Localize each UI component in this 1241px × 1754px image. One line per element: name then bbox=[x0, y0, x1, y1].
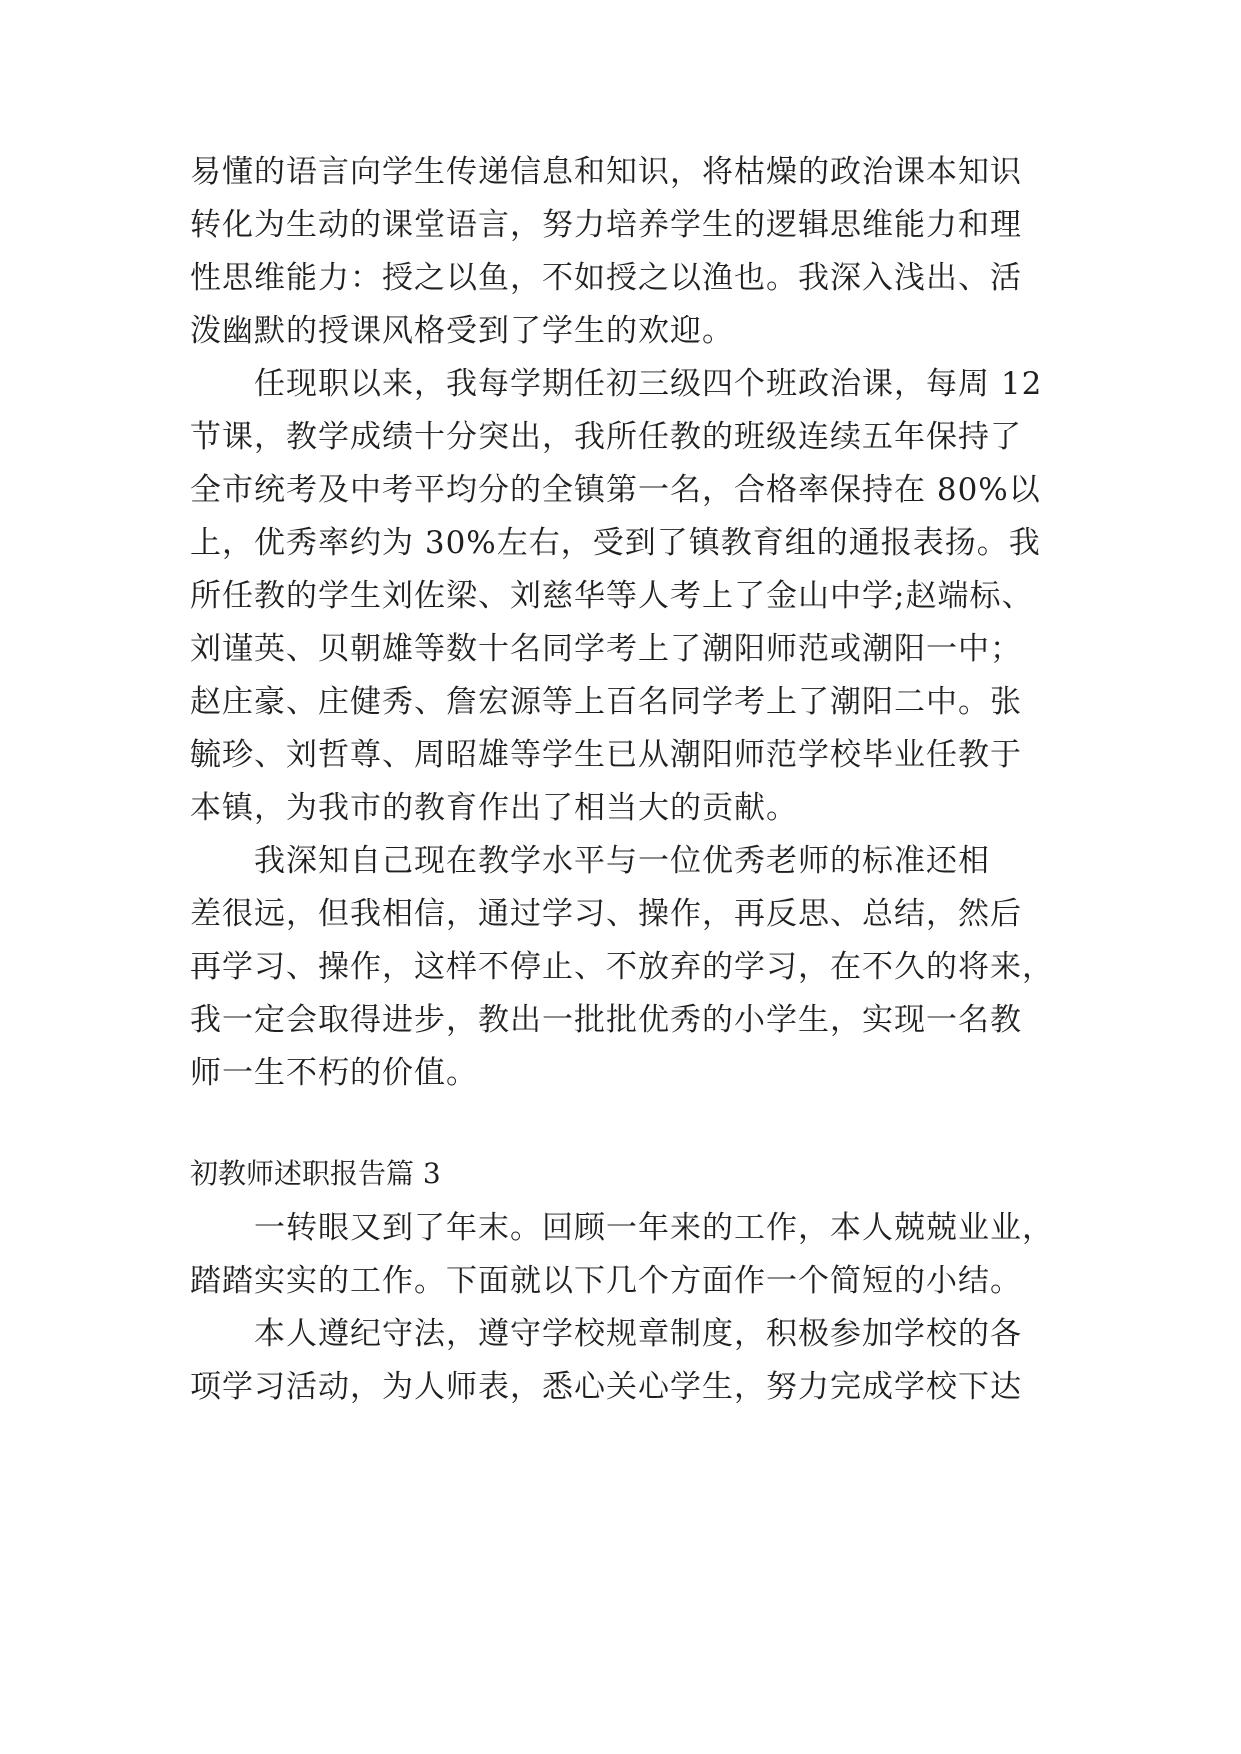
paragraph-first-line: 我深知自己现在教学水平与一位优秀老师的标准还相 bbox=[254, 843, 990, 879]
paragraph-line: 踏踏实实的工作。下面就以下几个方面作一个简短的小结。 bbox=[190, 1263, 1022, 1299]
paragraph-first-line: 本人遵纪守法，遵守学校规章制度，积极参加学校的各 bbox=[254, 1316, 1022, 1352]
paragraph-line: 易懂的语言向学生传递信息和知识，将枯燥的政治课本知识 bbox=[190, 154, 1022, 190]
paragraph-line: 毓珍、刘哲尊、周昭雄等学生已从潮阳师范学校毕业任教于 bbox=[190, 737, 1022, 773]
section-heading: 初教师述职报告篇 3 bbox=[190, 1157, 441, 1190]
paragraph-line: 我一定会取得进步，教出一批批优秀的小学生，实现一名教 bbox=[190, 1002, 1022, 1038]
paragraph-line: 差很远，但我相信，通过学习、操作，再反思、总结，然后 bbox=[190, 896, 1022, 932]
paragraph-line: 全市统考及中考平均分的全镇第一名，合格率保持在 80%以 bbox=[190, 472, 1041, 508]
paragraph-line: 再学习、操作，这样不停止、不放弃的学习，在不久的将来， bbox=[190, 949, 1054, 985]
paragraph-first-line: 一转眼又到了年末。回顾一年来的工作，本人兢兢业业， bbox=[254, 1210, 1054, 1246]
paragraph-first-line: 任现职以来，我每学期任初三级四个班政治课，每周 12 bbox=[254, 366, 1043, 402]
paragraph-line: 泼幽默的授课风格受到了学生的欢迎。 bbox=[190, 313, 734, 349]
paragraph-line: 赵庄豪、庄健秀、詹宏源等上百名同学考上了潮阳二中。张 bbox=[190, 684, 1022, 720]
paragraph-line: 项学习活动，为人师表，悉心关心学生，努力完成学校下达 bbox=[190, 1369, 1022, 1405]
paragraph-line: 所任教的学生刘佐梁、刘慈华等人考上了金山中学;赵端标、 bbox=[190, 578, 1034, 614]
paragraph-line: 本镇，为我市的教育作出了相当大的贡献。 bbox=[190, 790, 798, 826]
paragraph-line: 转化为生动的课堂语言，努力培养学生的逻辑思维能力和理 bbox=[190, 207, 1022, 243]
paragraph-line: 性思维能力：授之以鱼，不如授之以渔也。我深入浅出、活 bbox=[190, 260, 1022, 296]
paragraph-line: 刘谨英、贝朝雄等数十名同学考上了潮阳师范或潮阳一中； bbox=[190, 631, 1022, 667]
paragraph-line: 节课，教学成绩十分突出，我所任教的班级连续五年保持了 bbox=[190, 419, 1022, 455]
paragraph-line: 师一生不朽的价值。 bbox=[190, 1055, 478, 1091]
paragraph-line: 上，优秀率约为 30%左右，受到了镇教育组的通报表扬。我 bbox=[190, 525, 1041, 561]
